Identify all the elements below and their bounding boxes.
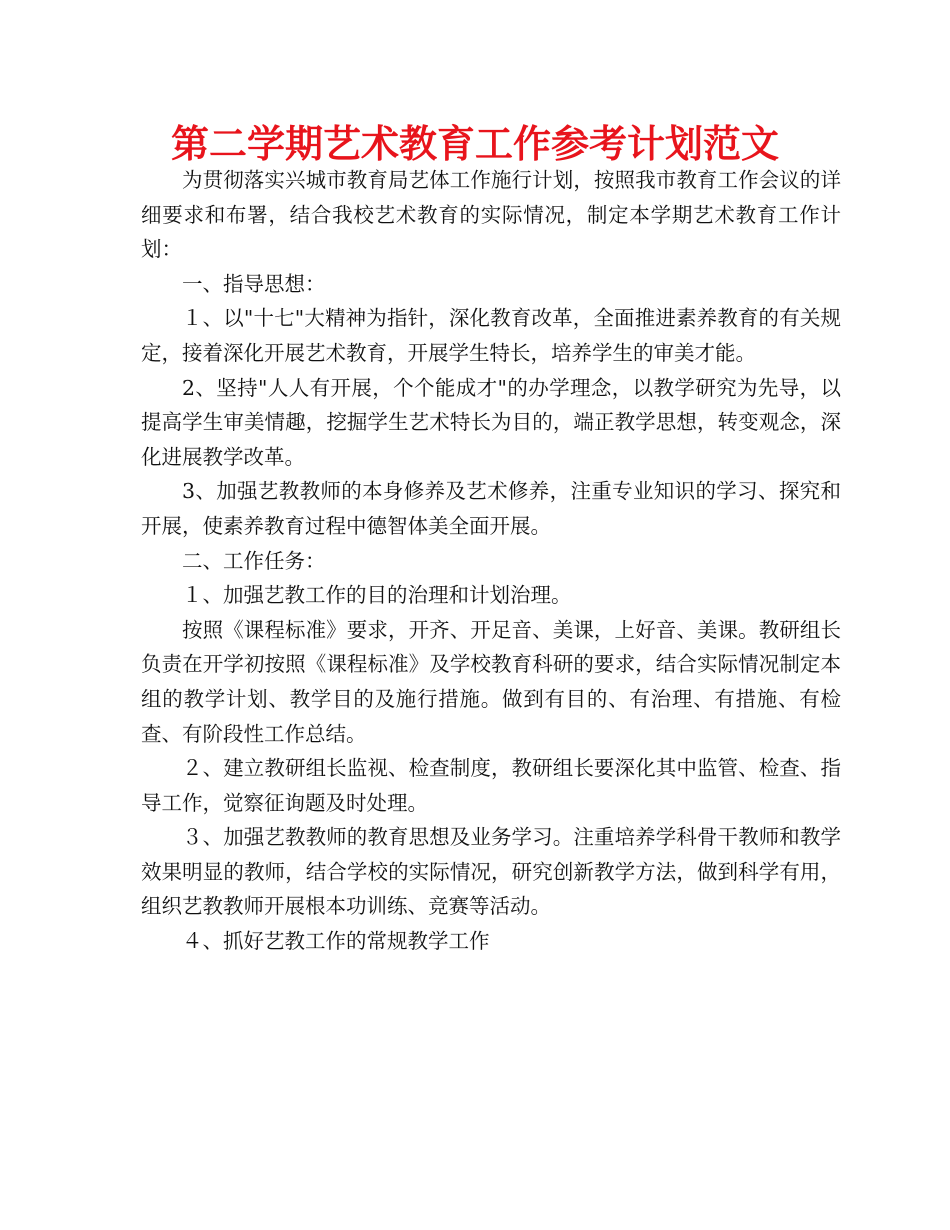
document-title: 第二学期艺术教育工作参考计划范文 [170, 122, 779, 166]
paragraph-guiding-3: 3、加强艺教教师的本身修养及艺术修养，注重专业知识的学习、探究和开展，使素养教育过程中德智体美全面开展。 [141, 479, 841, 538]
paragraph-task-2: ２、建立教研组长监视、检查制度，教研组长要深化其中监管、检查、指导工作，觉察征询题及时处理。 [141, 756, 841, 815]
paragraph-task-1-detail: 按照《课程标准》要求，开齐、开足音、美课，上好音、美课。教研组长负责在开学初按照《课程标准》及学校教育科研的要求，结合实际情况制定本组的教学计划、教学目的及施行措施。做到有目的、有治理、有措施、有检查、有阶段性工作总结。 [141, 617, 841, 746]
paragraph-intro: 为贯彻落实兴城市教育局艺体工作施行计划，按照我市教育工作会议的详细要求和布署，结合我校艺术教育的实际情况，制定本学期艺术教育工作计划： [141, 168, 841, 262]
paragraph-guiding-1: １、以"十七"大精神为指针，深化教育改革，全面推进素养教育的有关规定，接着深化开展艺术教育，开展学生特长，培养学生的审美才能。 [141, 306, 841, 365]
paragraph-task-1: １、加强艺教工作的目的治理和计划治理。 [182, 583, 572, 608]
document-body [141, 163, 841, 959]
heading-work-tasks: 二、工作任务： [182, 548, 326, 573]
paragraph-guiding-2: 2、坚持"人人有开展，个个能成才"的办学理念，以教学研究为先导，以提高学生审美情趣，挖掘学生艺术特长为目的，端正教学思想，转变观念，深化进展教学改革。 [141, 375, 841, 469]
heading-guiding-thought: 一、指导思想： [182, 271, 326, 296]
paragraph-task-4: ４、抓好艺教工作的常规教学工作 [182, 929, 490, 954]
paragraph-task-3: ３、加强艺教教师的教育思想及业务学习。注重培养学科骨干教师和教学效果明显的教师，结合学校的实际情况，研究创新教学方法，做到科学有用，组织艺教教师开展根本功训练、竞赛等活动。 [141, 825, 841, 919]
